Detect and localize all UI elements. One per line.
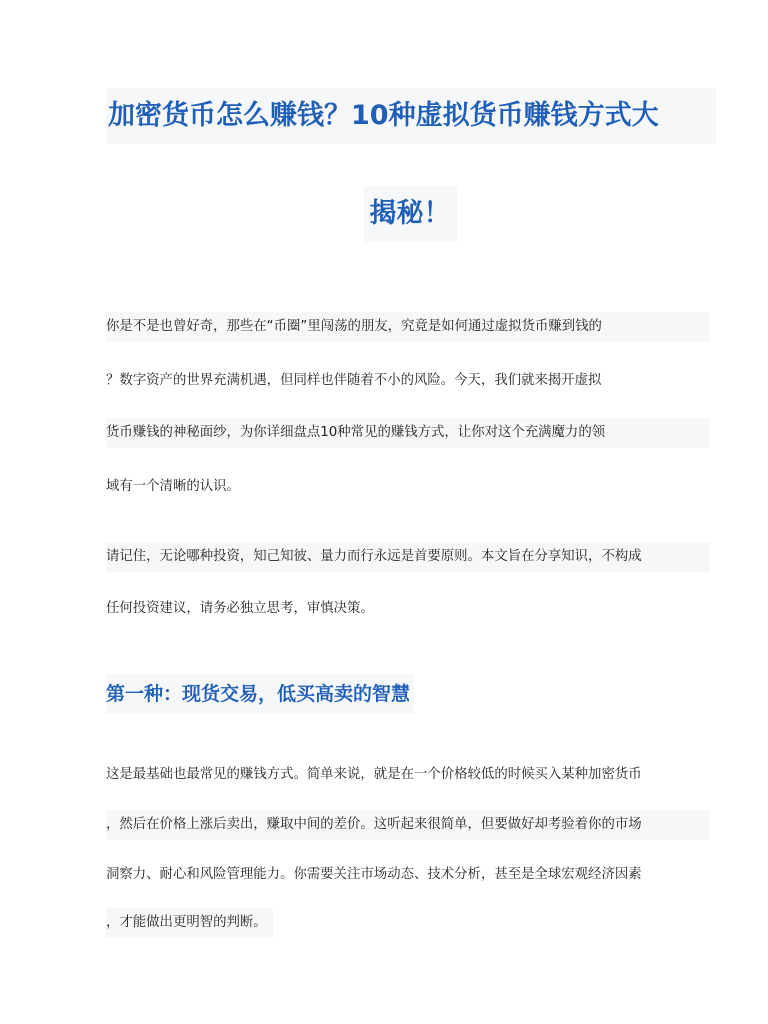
section-1-line-4: ，才能做出更明智的判断。 — [106, 908, 273, 938]
intro-line-1: 你是不是也曾好奇，那些在“币圈”里闯荡的朋友，究竟是如何通过虚拟货币赚到钱的 — [106, 312, 710, 342]
intro-line-3: 货币赚钱的神秘面纱，为你详细盘点10种常见的赚钱方式，让你对这个充满魔力的领 — [106, 418, 710, 448]
article-title-line-2 — [106, 186, 714, 242]
article-title-line-1: 加密货币怎么赚钱？10种虚拟货币赚钱方式大 — [106, 88, 716, 144]
section-1-heading: 第一种：现货交易，低买高卖的智慧 — [106, 674, 414, 714]
intro-line-2: ？数字资产的世界充满机遇，但同样也伴随着不小的风险。今天，我们就来揭开虚拟 — [106, 373, 602, 388]
notice-line-1: 请记住，无论哪种投资，知己知彼、量力而行永远是首要原则。本文旨在分享知识，不构成 — [106, 542, 710, 572]
article-title-line-2-text: 揭秘！ — [364, 186, 457, 242]
section-1-line-1: 这是最基础也最常见的赚钱方式。简单来说，就是在一个价格较低的时候买入某种加密货币 — [106, 767, 642, 782]
intro-line-4: 域有一个清晰的认识。 — [106, 479, 240, 494]
section-1-line-2: ，然后在价格上涨后卖出，赚取中间的差价。这听起来很简单，但要做好却考验着你的市场 — [106, 810, 710, 840]
notice-line-2: 任何投资建议，请务必独立思考，审慎决策。 — [106, 601, 374, 616]
section-1-line-3: 洞察力、耐心和风险管理能力。你需要关注市场动态、技术分析，甚至是全球宏观经济因素 — [106, 867, 642, 882]
